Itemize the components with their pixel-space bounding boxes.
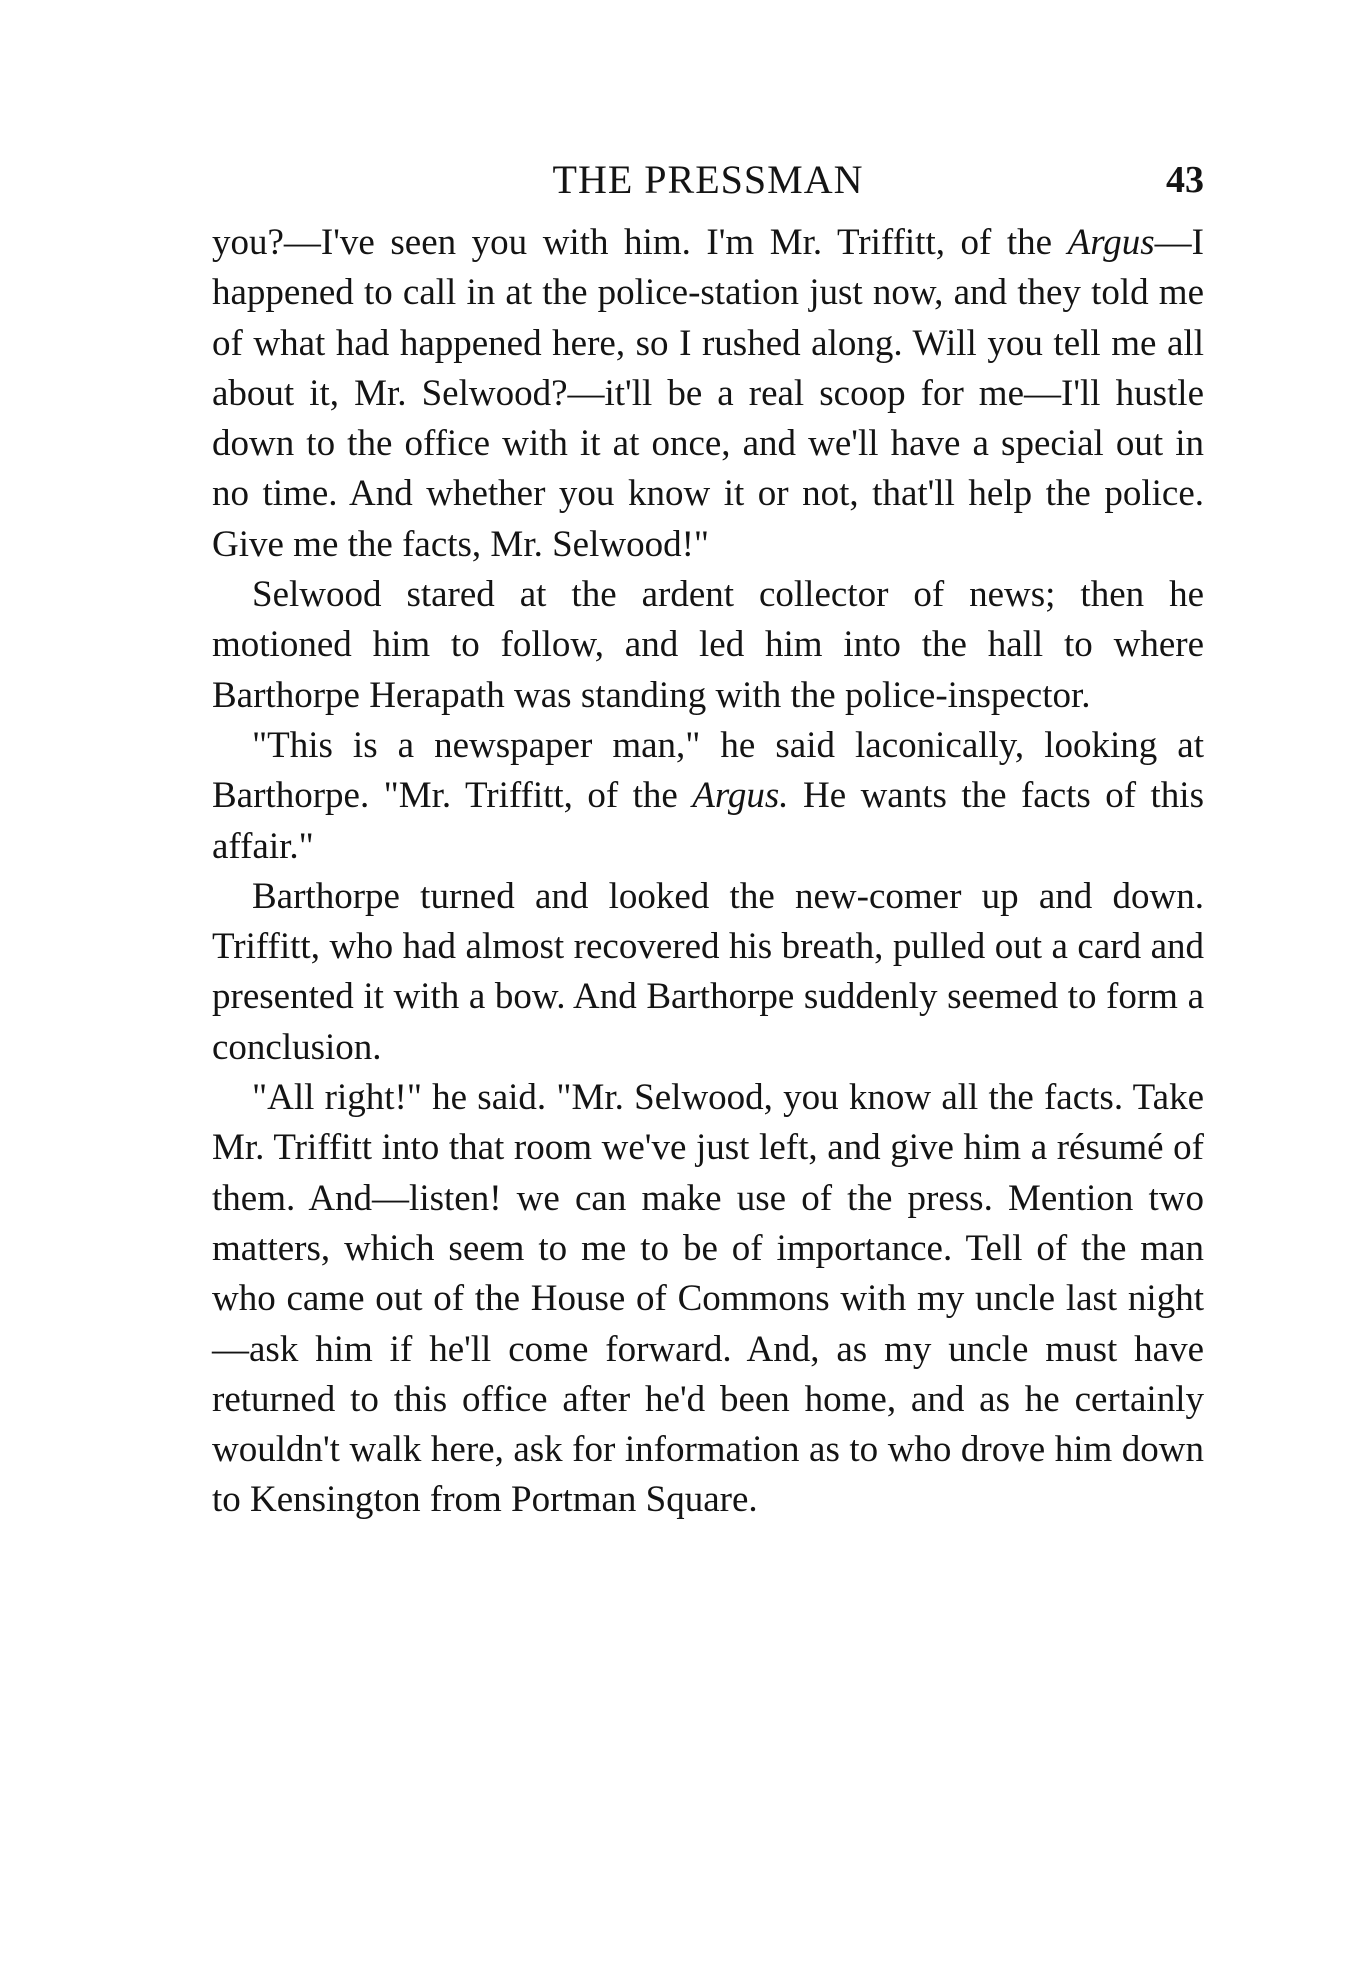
paragraph-4-text: Barthorpe turned and looked the new-comer up and down. Triffitt, who had almost recovered his breath, pulled out a card and presented it with a bow. And Barthorpe suddenly seemed to form a conclusion. xyxy=(212,875,1204,1068)
paragraph-3-text-1: "This is a newspaper man," he said laconically, looking at Barthorpe. "Mr. Triffitt, of the xyxy=(212,724,1204,817)
body-text xyxy=(212,218,1204,1526)
running-title: THE PRESSMAN xyxy=(552,157,864,202)
paragraph-3-italic-argus: Argus. xyxy=(692,775,789,817)
paragraph-1-text-1: you?—I've seen you with him. I'm Mr. Triffitt, of the xyxy=(212,222,1068,263)
paragraph-1-italic-argus: Argus xyxy=(1067,222,1155,263)
paragraph-4 xyxy=(212,872,1204,1073)
paragraph-3 xyxy=(212,721,1204,872)
paragraph-3-text-2: He wants the facts of this affair." xyxy=(212,775,1204,867)
paragraph-2-text: Selwood stared at the ardent collector of news; then he motioned him to follow, and led him into the hall to where Barthorpe Herapath was standing with the police-inspector. xyxy=(212,574,1204,716)
paragraph-1 xyxy=(212,218,1204,570)
paragraph-2 xyxy=(212,570,1204,721)
page-number: 43 xyxy=(1166,159,1204,201)
running-head xyxy=(212,150,1204,210)
paragraph-5 xyxy=(212,1073,1204,1526)
paragraph-5-text: "All right!" he said. "Mr. Selwood, you know all the facts. Take Mr. Triffitt into that room we've just left, and give him a résumé of them. And—listen! we can make use of the press. Mention two matters, which seem to me to be of importance. Tell of the man who came out of the House of Commons with my uncle last night—ask him if he'll come forward. And, as my uncle must have returned to this office after he'd been home, and as he certainly wouldn't walk here, ask for information as to who drove him down to Kensington from Portman Square. xyxy=(212,1077,1204,1521)
paragraph-1-text-2: —I happened to call in at the police-station just now, and they told me of what had happened here, so I rushed along. Will you tell me all about it, Mr. Selwood?—it'll be a real scoop for me—I'll hustle down to the office with it at once, and we'll have a special out in no time. And whether you know it or not, that'll help the police. Give me the facts, Mr. Selwood!" xyxy=(212,222,1204,565)
